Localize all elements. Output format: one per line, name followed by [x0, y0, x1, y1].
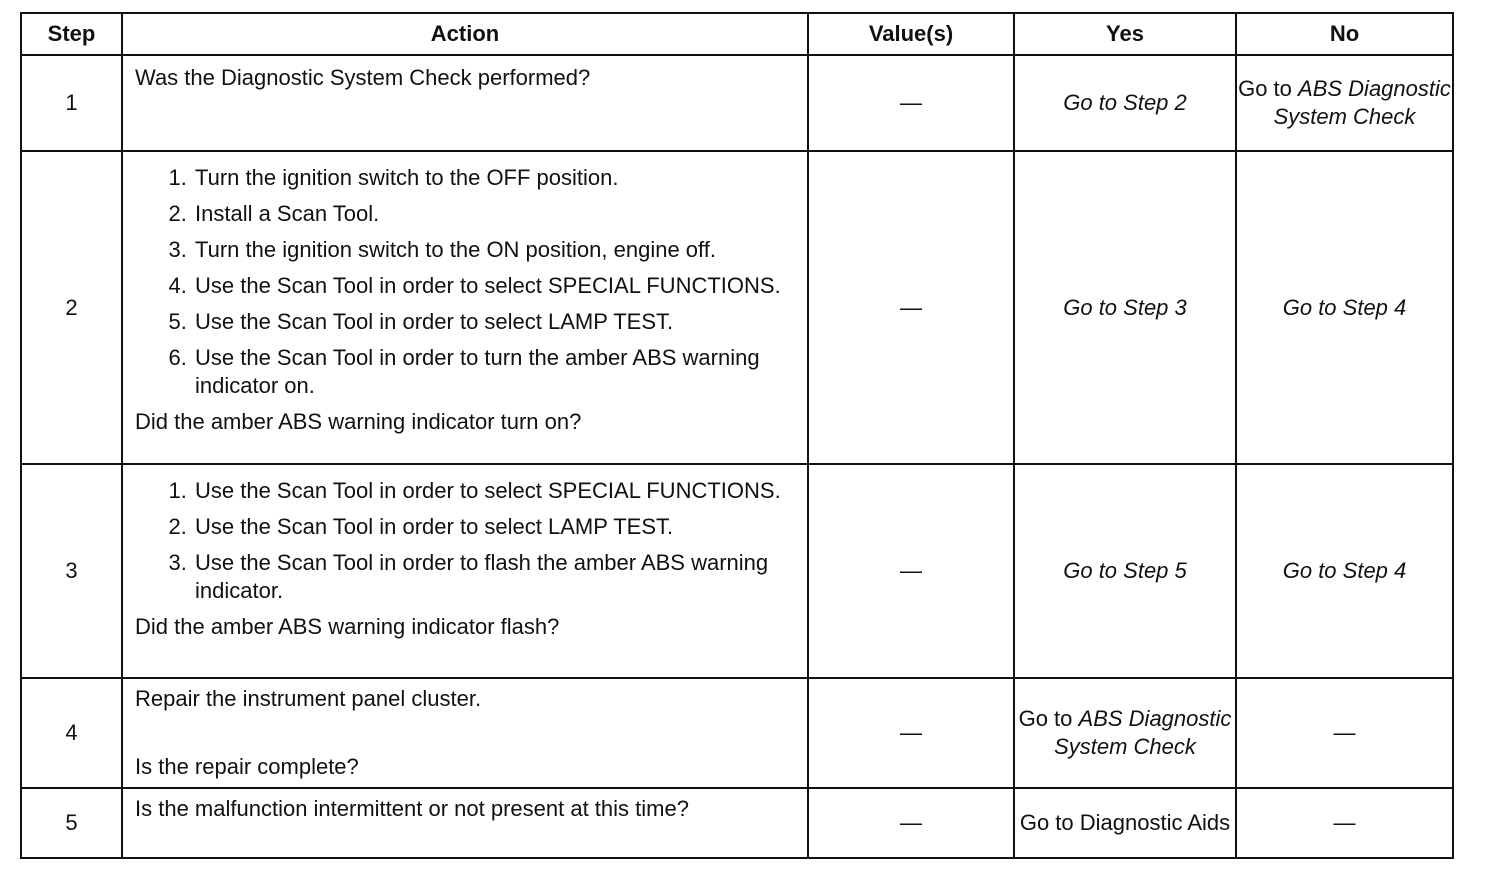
- action-question: Is the repair complete?: [135, 754, 359, 779]
- value-cell: —: [808, 678, 1014, 788]
- action-cell: [122, 55, 808, 151]
- yes-link-step-5[interactable]: Go to Step 5: [1014, 464, 1236, 678]
- action-step-item: 6. Use the Scan Tool in order to turn the amber ABS warning indicator on.: [193, 344, 799, 400]
- action-cell: [122, 678, 808, 788]
- action-spacer: [135, 713, 799, 753]
- step-number: 2: [21, 151, 122, 464]
- table-row: [21, 464, 1453, 678]
- action-step-item: 5. Use the Scan Tool in order to select LAMP TEST.: [193, 308, 799, 336]
- yes-link-abs-diagnostic-system-check[interactable]: [1014, 678, 1236, 788]
- diagnostic-table: [20, 12, 1454, 859]
- table-row: [21, 151, 1453, 464]
- action-question: Is the malfunction intermittent or not present at this time?: [135, 796, 689, 821]
- table-row: [21, 788, 1453, 858]
- header-row: [21, 13, 1453, 55]
- no-cell: —: [1236, 678, 1453, 788]
- action-cell: [122, 151, 808, 464]
- action-question: Did the amber ABS warning indicator flash?: [135, 614, 560, 639]
- yes-italic-ref: ABS Diagnostic System Check: [1054, 706, 1232, 759]
- action-steps-list: [135, 477, 799, 605]
- yes-link-diagnostic-aids[interactable]: Go to Diagnostic Aids: [1014, 788, 1236, 858]
- no-link-step-4[interactable]: Go to Step 4: [1236, 464, 1453, 678]
- step-number: 5: [21, 788, 122, 858]
- action-step-item: 1. Turn the ignition switch to the OFF position.: [193, 164, 799, 192]
- action-cell: [122, 788, 808, 858]
- action-steps-list: [135, 164, 799, 400]
- yes-link-step-2[interactable]: Go to Step 2: [1014, 55, 1236, 151]
- action-instruction: Repair the instrument panel cluster.: [135, 686, 482, 711]
- action-step-item: 4. Use the Scan Tool in order to select SPECIAL FUNCTIONS.: [193, 272, 799, 300]
- header-no: No: [1236, 13, 1453, 55]
- action-cell: [122, 464, 808, 678]
- table-row: [21, 678, 1453, 788]
- action-step-item: 1. Use the Scan Tool in order to select SPECIAL FUNCTIONS.: [193, 477, 799, 505]
- yes-link-step-3[interactable]: Go to Step 3: [1014, 151, 1236, 464]
- no-cell: —: [1236, 788, 1453, 858]
- action-step-item: 3. Turn the ignition switch to the ON position, engine off.: [193, 236, 799, 264]
- value-cell: —: [808, 464, 1014, 678]
- header-action: Action: [122, 13, 808, 55]
- header-step: Step: [21, 13, 122, 55]
- action-step-item: 2. Use the Scan Tool in order to select LAMP TEST.: [193, 513, 799, 541]
- no-prefix: Go to: [1238, 76, 1292, 101]
- no-italic-ref: ABS Diagnostic System Check: [1273, 76, 1451, 129]
- value-cell: —: [808, 55, 1014, 151]
- value-cell: —: [808, 788, 1014, 858]
- no-link-abs-diagnostic-system-check[interactable]: [1236, 55, 1453, 151]
- no-link-step-4[interactable]: Go to Step 4: [1236, 151, 1453, 464]
- action-question: Was the Diagnostic System Check performed?: [135, 65, 591, 90]
- table-row: [21, 55, 1453, 151]
- header-yes: Yes: [1014, 13, 1236, 55]
- action-step-item: 3. Use the Scan Tool in order to flash the amber ABS warning indicator.: [193, 549, 799, 605]
- step-number: 4: [21, 678, 122, 788]
- action-step-item: 2. Install a Scan Tool.: [193, 200, 799, 228]
- value-cell: —: [808, 151, 1014, 464]
- header-values: Value(s): [808, 13, 1014, 55]
- step-number: 1: [21, 55, 122, 151]
- yes-prefix: Go to: [1018, 706, 1073, 731]
- action-question: Did the amber ABS warning indicator turn on?: [135, 409, 582, 434]
- step-number: 3: [21, 464, 122, 678]
